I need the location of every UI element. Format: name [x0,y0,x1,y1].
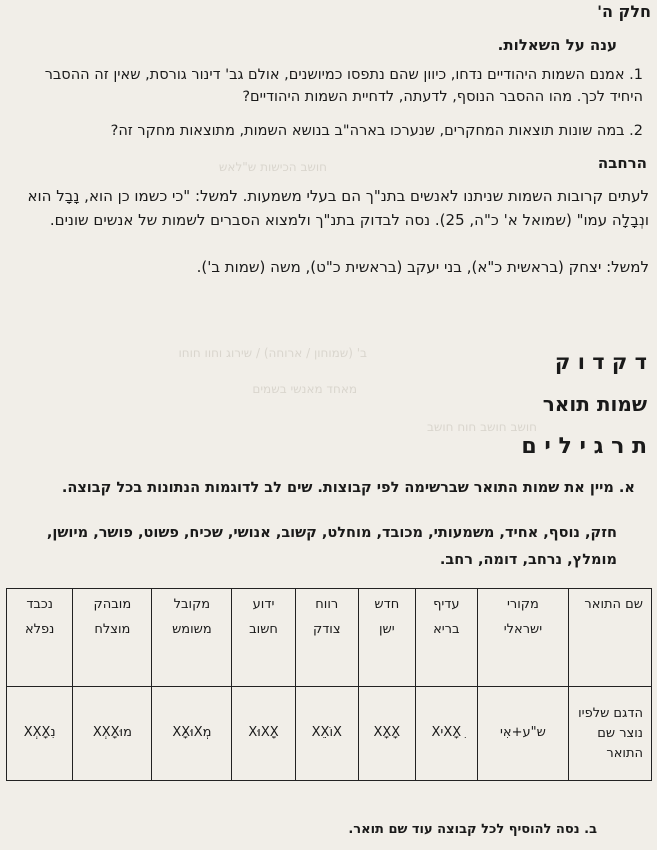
bleed-through-text: חושב הכישות ש"לאש [218,160,327,174]
question-2 [14,120,643,142]
exercise-b-text: נסה להוסיף לכל קבוצה עוד שם תואר. [348,822,580,837]
table-cell: מְXוּXָּX [152,687,232,781]
exercise-b-label: ב. [584,822,597,837]
table-cell: XָXוּX [232,687,295,781]
adjective-patterns-table [6,588,652,781]
bleed-through-text: חושב חושב חוח חושב [426,420,537,434]
question-number: 2. [629,123,643,139]
table-cell: XָXִיX [415,687,477,781]
adjectives-heading: שמות תואר [542,392,647,416]
table-cell: מקובל משומש [152,589,232,687]
table-pattern-label: הדגם שלפיו נוצר שם התואר [569,687,652,781]
question-text: במה שונות תוצאות המחקרים, שנערכו בארה"ב בנושא השמות, מתוצאות מחקר זה? [110,123,625,139]
table-cell: מובהק מוצלח [73,589,152,687]
table-cell: ש"ע+אִי [477,687,568,781]
table-cell: מוּXְXָX [73,687,152,781]
part-label: חלק ה' [597,2,651,21]
exercise-a-instruction [14,480,635,496]
table-row [7,687,652,781]
expansion-examples: למשל: יצחק (בראשית כ"א), בני יעקב (בראשית כ"ט), משה (שמות ב'). [196,258,649,276]
expansion-paragraph: לעתים קרובות השמות שניתנו לאנשים בתנ"ך הם בעלי משמעות. למשל: "כי כשמו כן הוא, נָבָל הוא ונְבָלָה עמו" (שמואל א' כ"ה, 25). נסה לבדוק בתנ"ך ולמצוא הסברים לשמות של אנשים שונים. [27,187,649,229]
adjective-word-list: חזק, נוסף, אחיד, משמעותי, מכובד, מוחלט, קשוב, אנושי, שכיח, פשוט, פושר, מיושן, מומלץ, נרחב, דומה, רחב. [46,525,617,568]
table-cell: ידוע חשוב [232,589,295,687]
expansion-heading: הרחבה [597,154,647,172]
table-row [7,589,652,687]
question-1 [14,64,643,108]
table-cell: נִXְXָX [7,687,73,781]
table-cell: חדש ישן [358,589,415,687]
exercise-b-instruction [14,822,597,837]
table-cell: נכבד נפלא [7,589,73,687]
bleed-through-text: מאחד מאנשי בשמים [252,382,357,396]
table-cell: רווח צודק [295,589,358,687]
exercise-a-text: מיין את שמות התואר שברשימה לפי קבוצות. שים לב לדוגמות הנתונות בכל קבוצה. [61,480,614,496]
table-header-label: שם התואר [569,589,652,687]
grammar-heading: ד ק ד ו ק [554,350,647,374]
table-cell: XוֹXֵX [295,687,358,781]
question-number: 1. [629,67,643,83]
questions-heading: ענה על השאלות. [497,36,617,54]
exercise-a-label: א. [618,480,635,496]
table-cell: עדיף בריא [415,589,477,687]
question-text: אמנם השמות היהודיים נדחו, כיוון שהם נתפסו כמיושנים, אולם גב' דינור גורסת, שאין זה ההסבר היחיד לכך. מהו ההסבר הנוסף, לדעתה, לדחיית השמות היהודיים? [44,67,643,105]
table-cell: מקורי ישראלי [477,589,568,687]
exercises-heading: ת ר ג י ל י ם [521,434,647,459]
bleed-through-text: ב' (שמוחון / ארוחה) / שירוג וחוו חוחו [178,346,367,360]
table-cell: XָXָX [358,687,415,781]
